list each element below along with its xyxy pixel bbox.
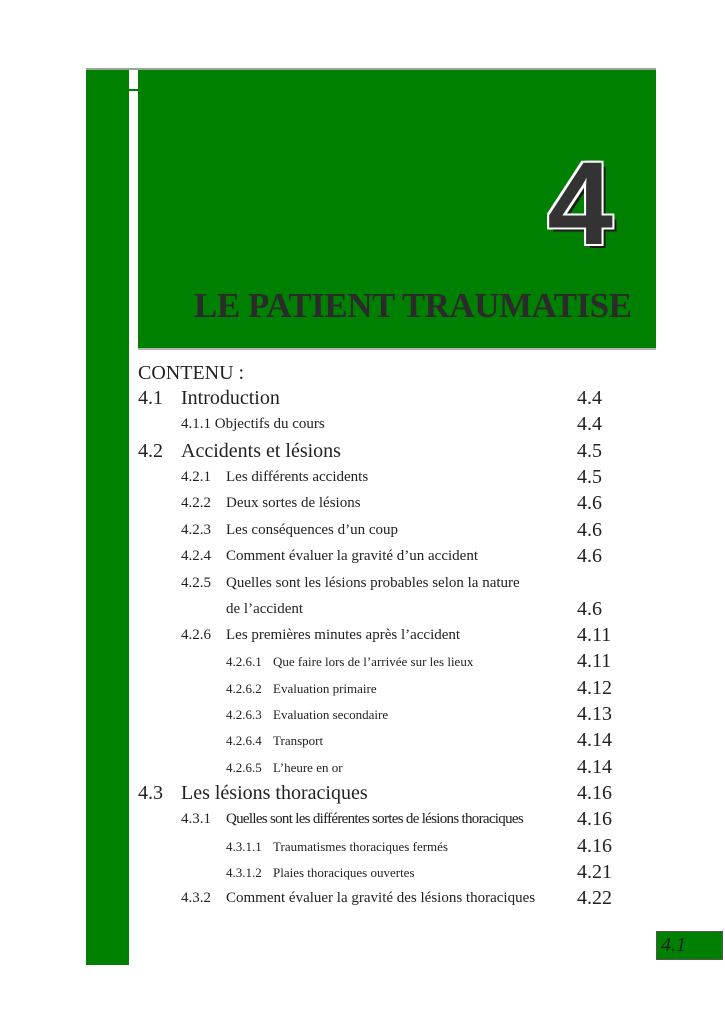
toc-entry-title [181, 416, 325, 433]
toc-entry-title: Deux sortes de lésions [226, 495, 361, 511]
toc-entry-number: 4.3.1 [181, 811, 211, 827]
toc-entry-title: Les lésions thoraciques [181, 782, 368, 804]
toc-entry-title: Quelles sont les différentes sortes de lésions thoraciques [226, 811, 523, 827]
toc-entry-page: 4.6 [577, 598, 602, 620]
toc-entry-page: 4.13 [577, 703, 612, 725]
toc-entry-number: 4.3.2 [181, 890, 211, 906]
toc-entry-number: 4.3.1.1 [226, 839, 262, 854]
toc-entry-page: 4.5 [577, 440, 602, 462]
toc-entry-title: Plaies thoraciques ouvertes [273, 865, 415, 880]
toc-entry-number: 4.3.1.2 [226, 865, 262, 880]
toc-entry-page: 4.6 [577, 519, 602, 541]
toc-entry-number: 4.3 [138, 782, 163, 804]
toc-entry-title: Quelles sont les lésions probables selon la nature [226, 575, 520, 591]
toc-entry-number: 4.2.6.3 [226, 707, 262, 722]
toc-entry-title: Les premières minutes après l’accident [226, 627, 461, 643]
toc-entry-page: 4.14 [577, 756, 612, 778]
toc-entry-number: 4.2.6.5 [226, 760, 262, 775]
chapter-title: LE PATIENT TRAUMATISE [194, 286, 632, 325]
toc-entry-page: 4.6 [577, 492, 602, 514]
toc-entry-title: Les conséquences d’un coup [226, 522, 399, 538]
toc-entry-number: 4.2.6 [181, 627, 211, 643]
toc-entry-title: Traumatismes thoraciques fermés [273, 839, 448, 854]
toc-entry-title: Comment évaluer la gravité d’un accident [226, 548, 478, 564]
toc-entry-page: 4.16 [577, 782, 612, 804]
toc-entry-title: Accidents et lésions [181, 440, 341, 462]
toc-entry-page: 4.4 [577, 387, 602, 409]
toc-entry-title-text: Objectifs du cours [214, 416, 325, 432]
toc-entry-page: 4.6 [577, 545, 602, 567]
toc-entry-title: Les différents accidents [226, 469, 369, 485]
toc-entry-number: 4.1 [138, 387, 163, 409]
toc-entry-number: 4.2.3 [181, 522, 211, 538]
toc-entry-title: L’heure en or [273, 760, 343, 775]
toc-entry-number: 4.2.1 [181, 469, 211, 485]
toc-entry-page: 4.21 [577, 861, 612, 883]
toc-entry-title: Introduction [181, 387, 280, 409]
toc-entry-number: 4.2.6.2 [226, 681, 262, 696]
toc-entry-page: 4.4 [577, 413, 602, 435]
toc-entry-page: 4.5 [577, 466, 602, 488]
toc-entry-page: 4.22 [577, 887, 612, 909]
page-number-badge: 4.1 [656, 931, 723, 960]
toc-entry-number: 4.2.6.4 [226, 733, 262, 748]
toc-entry-page: 4.16 [577, 808, 612, 830]
toc-entry-title: Evaluation secondaire [273, 707, 389, 722]
toc-entry-number: 4.2.5 [181, 575, 211, 591]
toc-entry-number: 4.2 [138, 440, 163, 462]
toc-entry-page: 4.14 [577, 729, 612, 751]
toc-entry-title: Evaluation primaire [273, 681, 377, 696]
toc-entry-page: 4.16 [577, 835, 612, 857]
toc-entry-number: 4.1.1 [181, 416, 211, 432]
toc-entry-title: Comment évaluer la gravité des lésions thoraciques [226, 890, 536, 906]
toc-entry-title: Que faire lors de l’arrivée sur les lieux [273, 654, 474, 669]
toc-entry-title: Transport [273, 733, 324, 748]
toc-entry-number: 4.2.2 [181, 495, 211, 511]
toc-entry-page: 4.11 [577, 624, 612, 646]
toc-entry-title-continued: de l’accident [226, 601, 304, 617]
toc-entry-number: 4.2.4 [181, 548, 211, 564]
chapter-number: 4 [547, 138, 613, 270]
toc-entry-page: 4.11 [577, 650, 612, 672]
toc-entry-number: 4.2.6.1 [226, 654, 262, 669]
toc-label: CONTENU : [138, 362, 245, 384]
toc-entry-page: 4.12 [577, 677, 612, 699]
